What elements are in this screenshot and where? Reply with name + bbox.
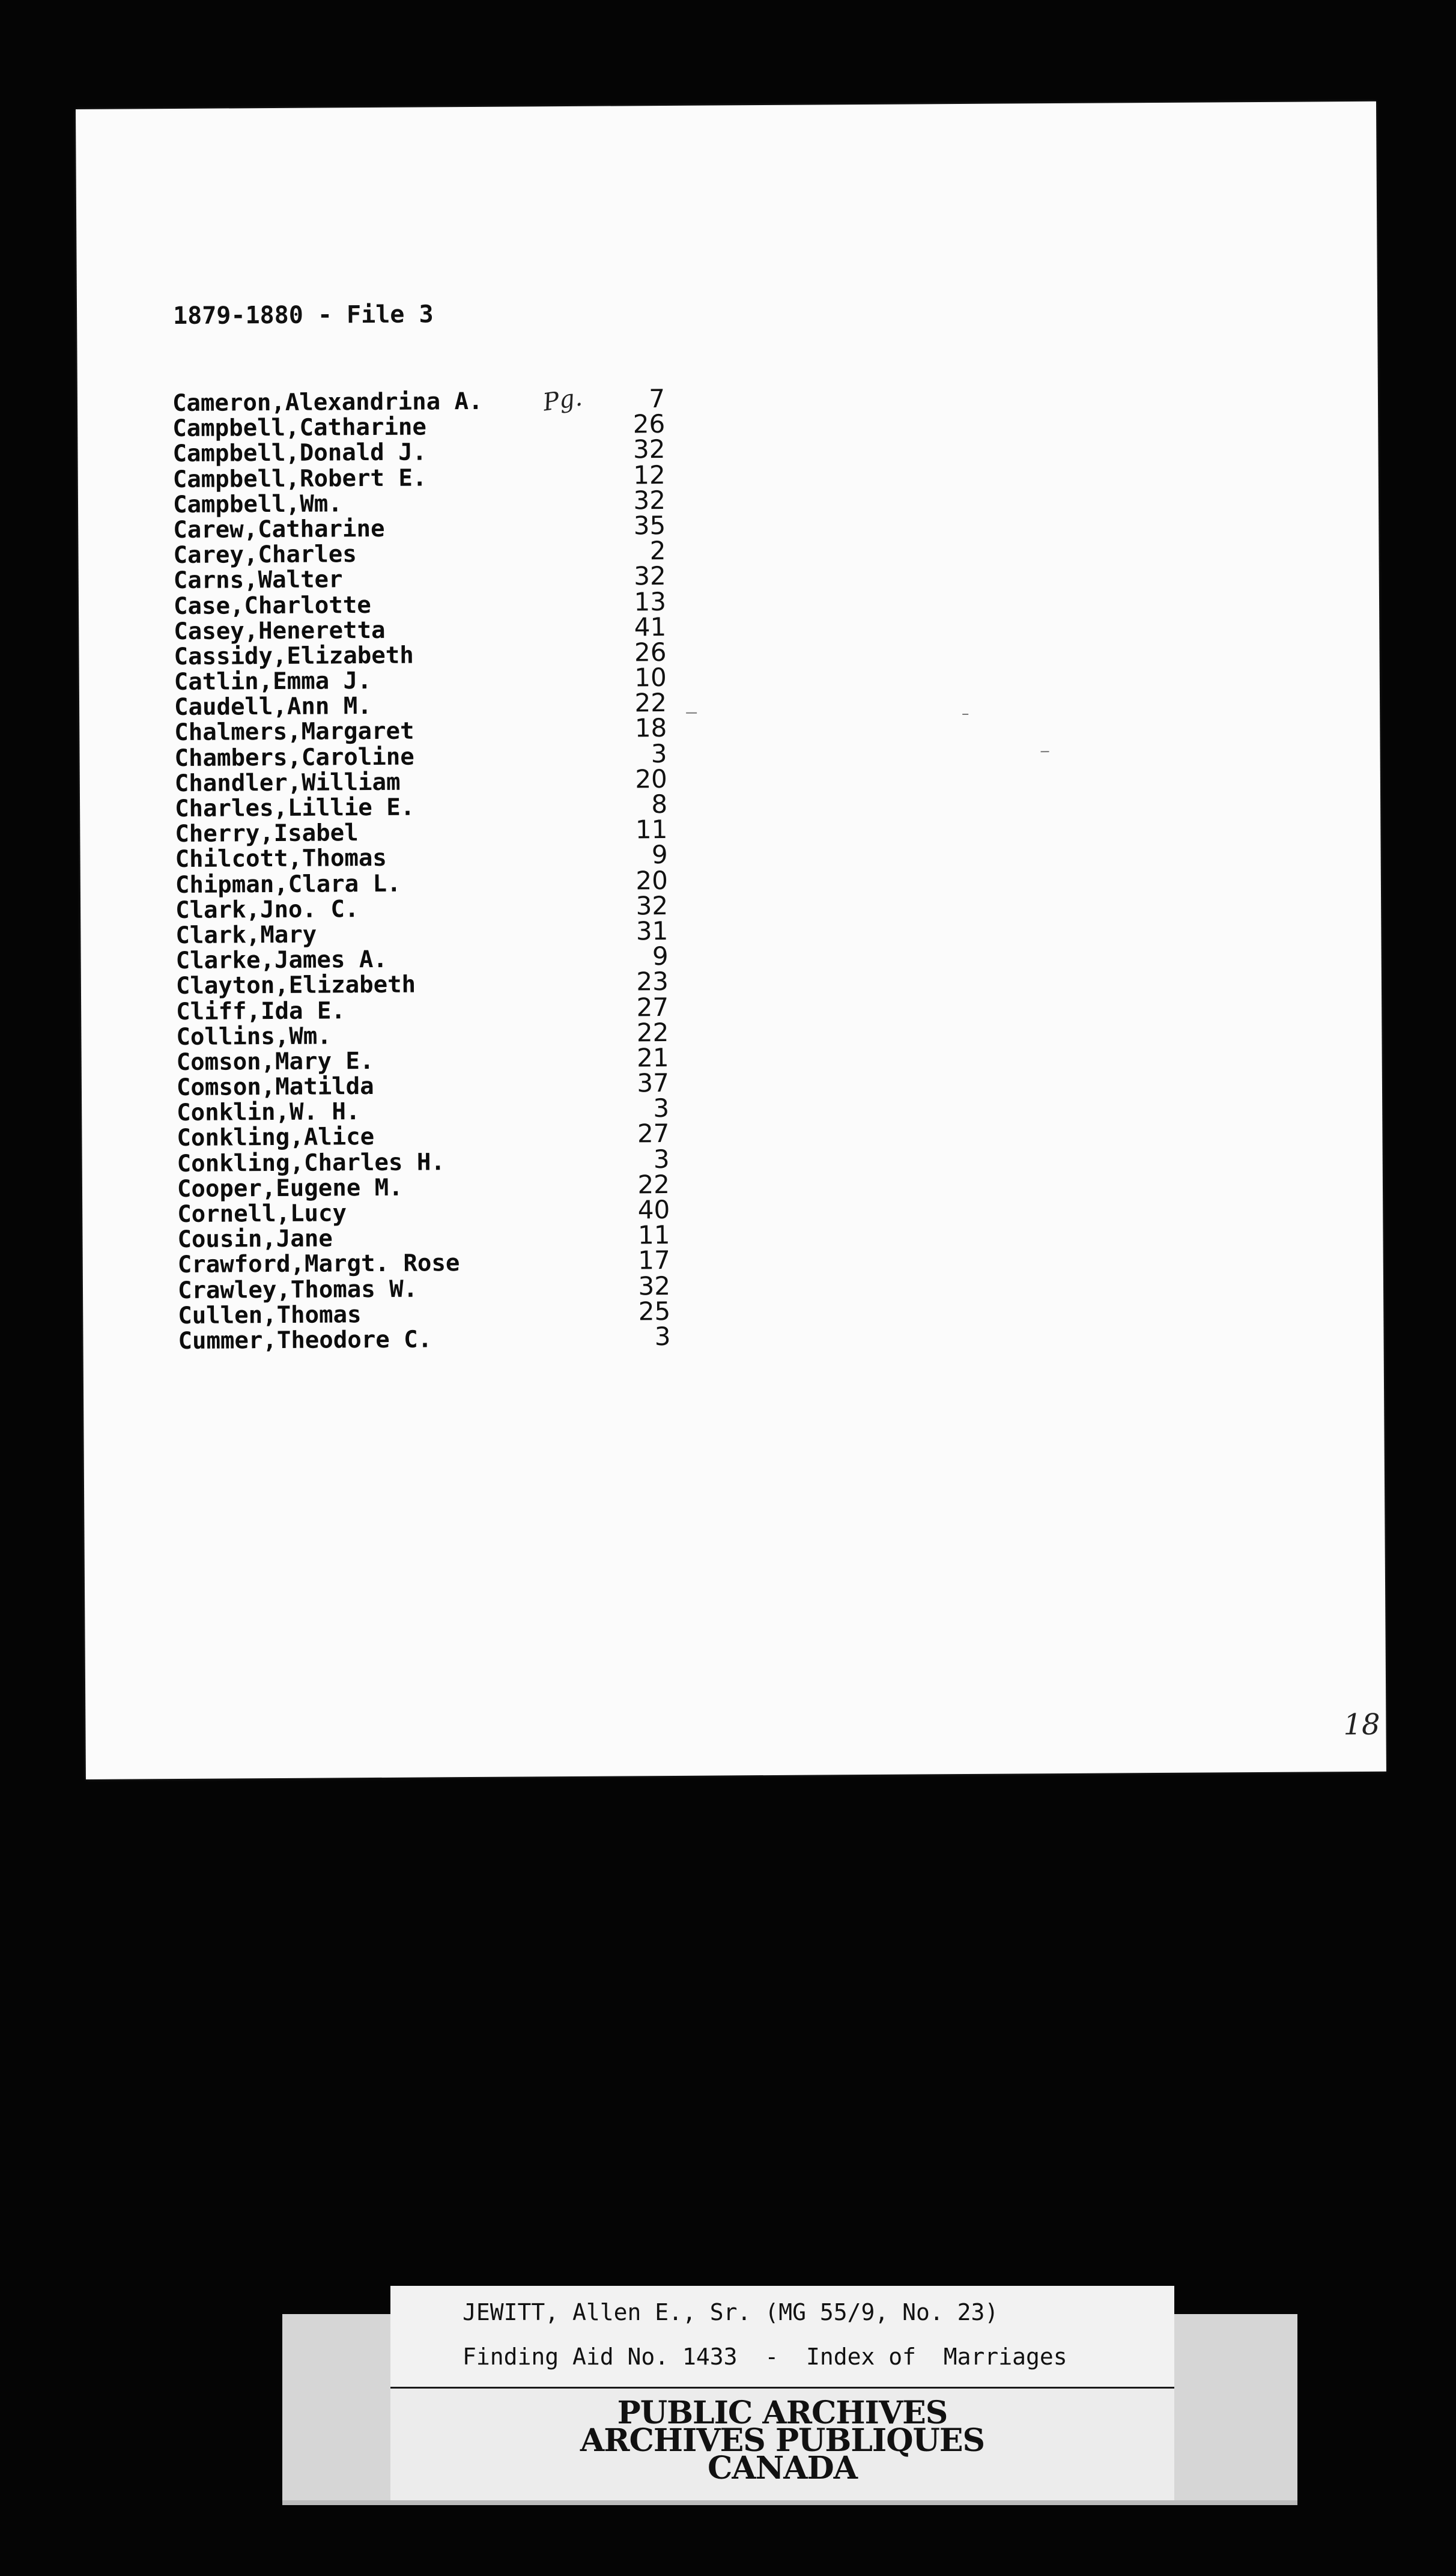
index-entry bbox=[177, 1119, 670, 1152]
entry-name: Campbell,Donald J. bbox=[172, 439, 427, 468]
entry-page-number: 8 bbox=[651, 789, 668, 819]
entry-name: Comson,Matilda bbox=[176, 1073, 374, 1102]
speck-mark bbox=[962, 714, 968, 715]
index-entry bbox=[174, 738, 667, 772]
label-edge bbox=[282, 2500, 1297, 2505]
index-entry bbox=[175, 916, 669, 949]
entry-name: Conkling,Alice bbox=[177, 1123, 375, 1152]
entry-page-number: 2 bbox=[649, 536, 666, 566]
entry-name: Cherry,Isabel bbox=[175, 819, 359, 848]
entry-name: Clayton,Elizabeth bbox=[175, 971, 416, 1000]
entry-page-number: 3 bbox=[654, 1321, 671, 1352]
entry-page-number: 3 bbox=[653, 1144, 670, 1174]
entry-name: Carew,Catharine bbox=[173, 515, 385, 544]
entry-name: Catlin,Emma J. bbox=[174, 667, 372, 696]
index-entry bbox=[174, 789, 668, 823]
index-entry bbox=[175, 890, 669, 924]
stamp-line-country: CANADA bbox=[707, 2450, 858, 2486]
entry-name: Chipman,Clara L. bbox=[175, 870, 401, 899]
entry-name: Caudell,Ann M. bbox=[174, 693, 372, 721]
entry-name: Casey,Heneretta bbox=[174, 616, 386, 645]
entry-name: Cliff,Ida E. bbox=[176, 997, 346, 1025]
entry-page-number: 22 bbox=[636, 1017, 669, 1048]
entry-page-number: 27 bbox=[637, 1119, 670, 1149]
entry-name: Cornell,Lucy bbox=[177, 1200, 347, 1229]
index-entry bbox=[173, 561, 666, 595]
index-entry bbox=[174, 663, 667, 696]
entry-name: Campbell,Wm. bbox=[172, 490, 342, 518]
entry-page-number: 11 bbox=[635, 815, 668, 845]
index-sheet bbox=[76, 102, 1386, 1779]
archives-stamp bbox=[390, 2389, 1174, 2500]
index-entry bbox=[172, 384, 666, 418]
index-entry bbox=[175, 840, 668, 873]
entry-name: Chilcott,Thomas bbox=[175, 845, 387, 873]
index-entry bbox=[172, 485, 666, 518]
entry-name: Clark,Jno. C. bbox=[175, 895, 359, 924]
index-entry bbox=[176, 1068, 670, 1102]
entry-name: Campbell,Robert E. bbox=[172, 464, 427, 493]
index-entry bbox=[178, 1296, 671, 1329]
entry-page-number: 22 bbox=[634, 688, 667, 718]
index-entry bbox=[172, 460, 666, 493]
speck-mark bbox=[686, 712, 697, 714]
index-entry bbox=[177, 1194, 670, 1229]
entry-page-number: 11 bbox=[637, 1220, 670, 1250]
page-column-label: Pg. bbox=[541, 383, 584, 417]
index-entry bbox=[172, 409, 666, 443]
entry-name: Chalmers,Margaret bbox=[174, 718, 414, 747]
entry-page-number: 40 bbox=[637, 1194, 670, 1225]
entry-page-number: 41 bbox=[634, 612, 667, 642]
entry-page-number: 26 bbox=[632, 409, 666, 439]
entry-name: Clark,Mary bbox=[175, 921, 317, 949]
index-entry bbox=[174, 688, 667, 721]
index-entry bbox=[174, 612, 667, 645]
entry-page-number: 37 bbox=[637, 1068, 670, 1098]
index-entry bbox=[177, 1169, 670, 1203]
entry-name: Crawley,Thomas W. bbox=[177, 1275, 418, 1304]
entry-page-number: 10 bbox=[634, 663, 667, 693]
index-entry bbox=[177, 1144, 670, 1177]
index-entry bbox=[178, 1321, 671, 1355]
index-entry bbox=[175, 865, 669, 899]
entry-name: Conkling,Charles H. bbox=[177, 1148, 445, 1177]
stamp-line-english: PUBLIC ARCHIVES bbox=[617, 2395, 948, 2431]
index-entry bbox=[177, 1093, 670, 1127]
entry-page-number: 9 bbox=[651, 840, 668, 870]
index-entry bbox=[177, 1271, 671, 1304]
index-entry bbox=[176, 1042, 669, 1076]
entry-name: Collins,Wm. bbox=[176, 1022, 332, 1051]
index-entry bbox=[174, 637, 667, 670]
entry-name: Campbell,Catharine bbox=[172, 413, 427, 443]
entry-page-number: 35 bbox=[633, 510, 666, 541]
marriage-index-list bbox=[172, 384, 671, 1355]
index-entry bbox=[177, 1220, 670, 1254]
index-entry bbox=[176, 1017, 669, 1051]
entry-name: Charles,Lillie E. bbox=[174, 794, 415, 823]
entry-name: Conklin,W. H. bbox=[177, 1098, 360, 1127]
entry-page-number: 13 bbox=[634, 586, 667, 616]
entry-page-number: 32 bbox=[634, 561, 666, 591]
stamp-line-french: ARCHIVES PUBLIQUES bbox=[580, 2422, 985, 2459]
entry-name: Comson,Mary E. bbox=[176, 1047, 374, 1076]
entry-name: Carey,Charles bbox=[173, 541, 357, 570]
entry-page-number: 32 bbox=[632, 434, 666, 464]
index-entry bbox=[175, 941, 669, 975]
entry-name: Cassidy,Elizabeth bbox=[174, 642, 414, 670]
entry-page-number: 23 bbox=[636, 967, 669, 997]
index-entry bbox=[173, 586, 667, 620]
entry-page-number: 31 bbox=[635, 916, 669, 946]
entry-page-number: 26 bbox=[634, 637, 667, 667]
entry-page-number: 21 bbox=[637, 1042, 669, 1073]
entry-page-number: 3 bbox=[653, 1093, 670, 1123]
entry-name: Carns,Walter bbox=[173, 566, 343, 595]
speck-mark bbox=[1041, 751, 1049, 752]
entry-page-number: 18 bbox=[634, 713, 667, 743]
entry-page-number: 22 bbox=[637, 1169, 670, 1200]
entry-page-number: 25 bbox=[638, 1296, 671, 1326]
collection-line: JEWITT, Allen E., Sr. (MG 55/9, No. 23) bbox=[463, 2299, 999, 2325]
entry-name: Cameron,Alexandrina A. bbox=[172, 387, 483, 418]
entry-page-number: 17 bbox=[638, 1245, 670, 1275]
sheet-number: 18 bbox=[1343, 1707, 1380, 1742]
entry-name: Cousin,Jane bbox=[177, 1225, 333, 1254]
entry-name: Clarke,James A. bbox=[175, 946, 387, 975]
finding-aid-label bbox=[390, 2286, 1174, 2389]
entry-page-number: 3 bbox=[651, 738, 667, 768]
entry-name: Chandler,William bbox=[174, 768, 401, 797]
entry-name: Crawford,Margt. Rose bbox=[177, 1250, 460, 1279]
entry-page-number: 7 bbox=[649, 384, 666, 414]
index-entry bbox=[176, 992, 669, 1025]
entry-name: Cummer,Theodore C. bbox=[178, 1326, 432, 1355]
index-entry bbox=[175, 967, 669, 1000]
index-entry bbox=[177, 1245, 670, 1279]
finding-aid-line: Finding Aid No. 1433 - Index of Marriages bbox=[463, 2344, 1067, 2370]
entry-page-number: 32 bbox=[633, 485, 666, 515]
entry-page-number: 20 bbox=[635, 865, 669, 895]
index-entry bbox=[174, 764, 667, 797]
entry-page-number: 20 bbox=[635, 764, 667, 794]
entry-name: Case,Charlotte bbox=[173, 591, 371, 620]
index-entry bbox=[175, 815, 668, 848]
entry-page-number: 27 bbox=[636, 992, 669, 1022]
entry-name: Chambers,Caroline bbox=[174, 743, 414, 772]
file-heading: 1879-1880 - File 3 bbox=[172, 300, 434, 330]
entry-name: Cooper,Eugene M. bbox=[177, 1174, 403, 1203]
index-entry bbox=[172, 434, 666, 468]
entry-page-number: 9 bbox=[652, 941, 669, 971]
entry-page-number: 32 bbox=[638, 1271, 671, 1301]
index-entry bbox=[173, 536, 666, 570]
index-entry bbox=[173, 510, 666, 544]
entry-page-number: 32 bbox=[635, 890, 669, 921]
entry-page-number: 12 bbox=[633, 460, 666, 490]
entry-name: Cullen,Thomas bbox=[178, 1301, 362, 1329]
index-entry bbox=[174, 713, 667, 747]
